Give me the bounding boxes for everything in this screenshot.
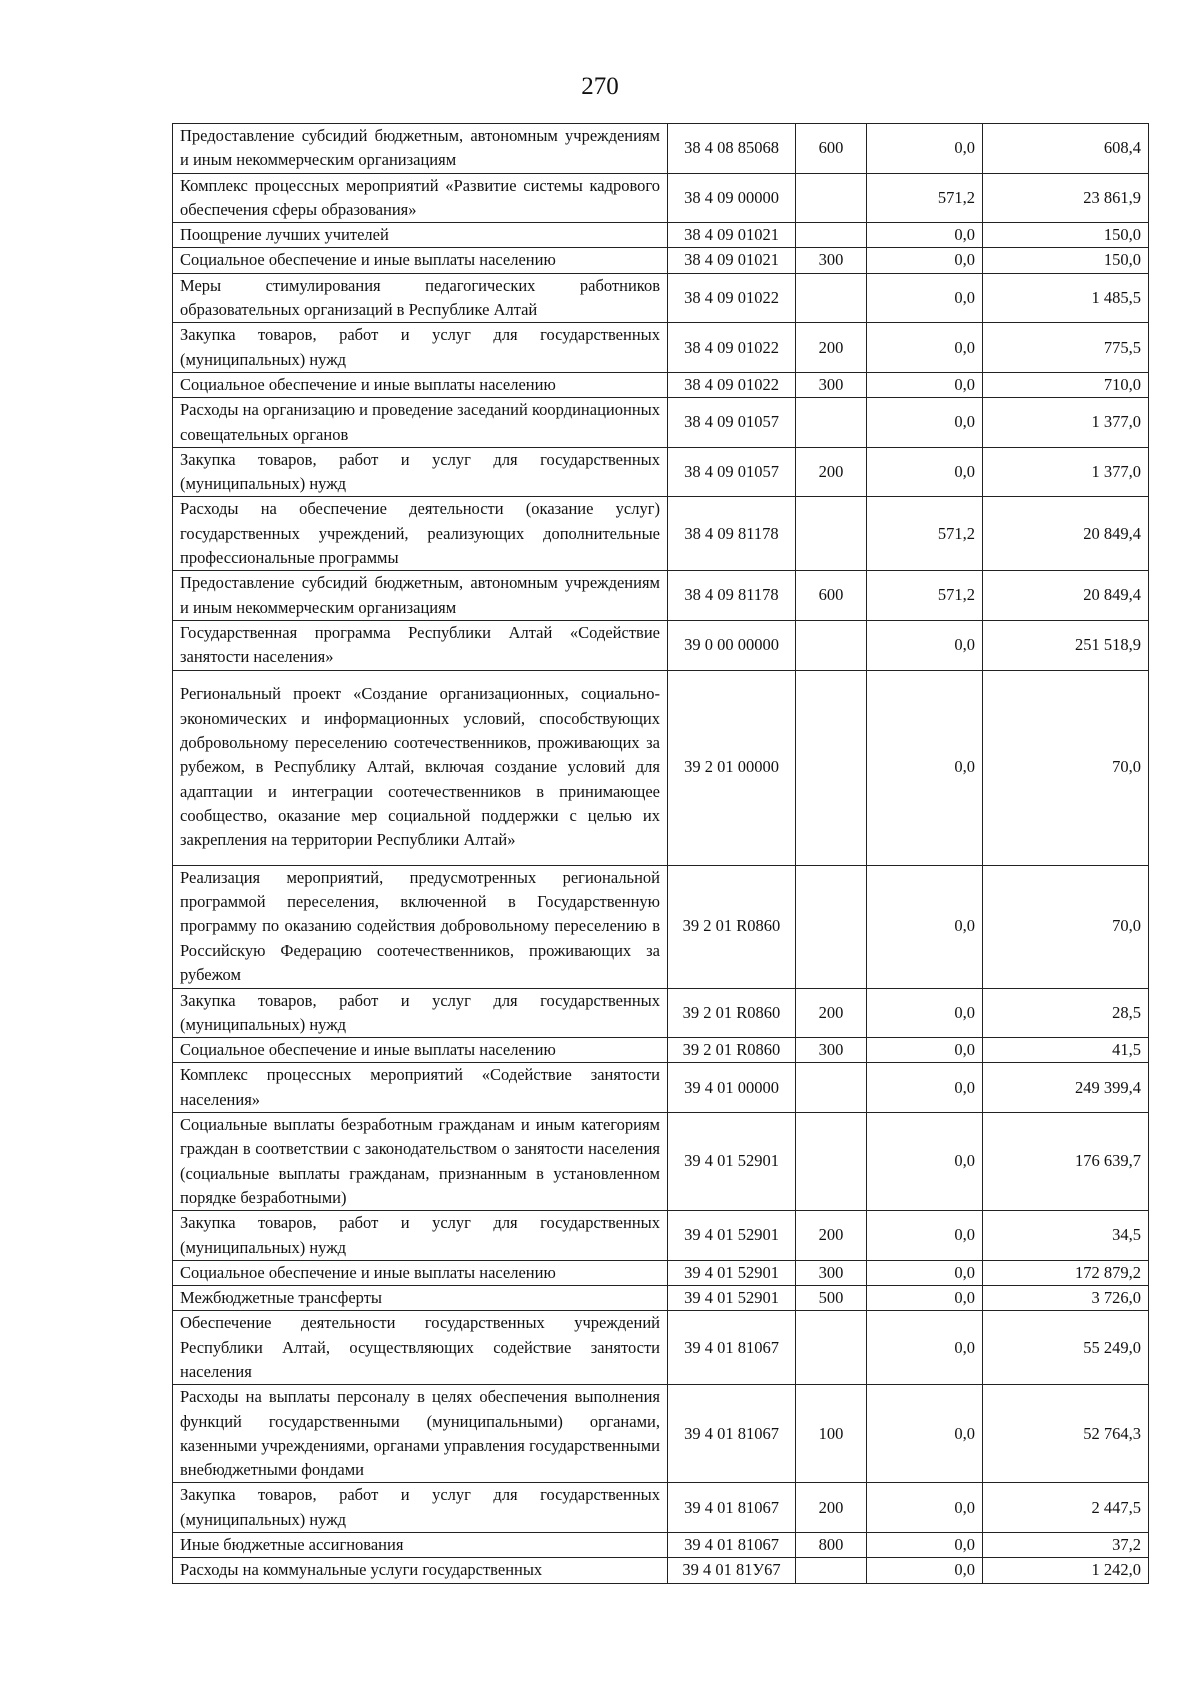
- row-code: 39 4 01 52901: [668, 1113, 796, 1211]
- row-type: 200: [796, 323, 867, 373]
- row-value-1: 0,0: [867, 223, 983, 248]
- table-row: [173, 1385, 1149, 1483]
- table-row: [173, 1063, 1149, 1113]
- row-value-1: 571,2: [867, 571, 983, 621]
- row-type: [796, 1311, 867, 1385]
- row-value-1: 0,0: [867, 1311, 983, 1385]
- row-code: 39 4 01 00000: [668, 1063, 796, 1113]
- row-value-2: 20 849,4: [983, 497, 1149, 571]
- row-code: 39 4 01 52901: [668, 1260, 796, 1285]
- row-name: Обеспечение деятельности государственных учреждений Республики Алтай, осуществляющих содействие занятости населения: [173, 1311, 668, 1385]
- row-value-2: 251 518,9: [983, 620, 1149, 670]
- row-type: 100: [796, 1385, 867, 1483]
- row-value-2: 28,5: [983, 988, 1149, 1038]
- row-code: 38 4 09 81178: [668, 497, 796, 571]
- table-row: [173, 1483, 1149, 1533]
- row-code: 39 2 01 00000: [668, 670, 796, 865]
- row-code: 39 2 01 R0860: [668, 1038, 796, 1063]
- row-value-2: 1 485,5: [983, 273, 1149, 323]
- row-name: Социальное обеспечение и иные выплаты населению: [173, 1038, 668, 1063]
- table-row: [173, 372, 1149, 397]
- row-name: Меры стимулирования педагогических работников образовательных организаций в Республике Алтай: [173, 273, 668, 323]
- row-value-1: 0,0: [867, 1260, 983, 1285]
- table-row: [173, 248, 1149, 273]
- row-code: 39 4 01 52901: [668, 1211, 796, 1261]
- row-type: [796, 223, 867, 248]
- row-name: Расходы на коммунальные услуги государственных: [173, 1558, 668, 1583]
- row-value-2: 1 242,0: [983, 1558, 1149, 1583]
- row-name: Комплекс процессных мероприятий «Содействие занятости населения»: [173, 1063, 668, 1113]
- table-row: [173, 670, 1149, 865]
- table-row: [173, 223, 1149, 248]
- row-code: 39 2 01 R0860: [668, 988, 796, 1038]
- budget-table: [172, 123, 1149, 1584]
- row-type: 300: [796, 1038, 867, 1063]
- row-code: 39 4 01 52901: [668, 1286, 796, 1311]
- row-type: 200: [796, 1483, 867, 1533]
- row-value-1: 0,0: [867, 398, 983, 448]
- row-type: 300: [796, 248, 867, 273]
- row-name: Социальное обеспечение и иные выплаты населению: [173, 248, 668, 273]
- row-name: Закупка товаров, работ и услуг для государственных (муниципальных) нужд: [173, 447, 668, 497]
- table-row: [173, 1558, 1149, 1583]
- row-name: Предоставление субсидий бюджетным, автономным учреждениям и иным некоммерческим организациям: [173, 571, 668, 621]
- row-value-1: 0,0: [867, 447, 983, 497]
- row-value-1: 0,0: [867, 1483, 983, 1533]
- row-name: Реализация мероприятий, предусмотренных региональной программой переселения, включенной в Государственную программу по оказанию содействия добровольному переселению в Российскую Федерацию соотечественников, проживающих за рубежом: [173, 865, 668, 988]
- row-type: [796, 1558, 867, 1583]
- row-name: Социальные выплаты безработным гражданам и иным категориям граждан в соответствии с законодательством о занятости населения (социальные выплаты гражданам, признанным в установленном порядке безработными): [173, 1113, 668, 1211]
- row-value-1: 0,0: [867, 1286, 983, 1311]
- row-type: 300: [796, 1260, 867, 1285]
- table-row: [173, 497, 1149, 571]
- row-type: 800: [796, 1533, 867, 1558]
- row-value-2: 2 447,5: [983, 1483, 1149, 1533]
- row-value-1: 0,0: [867, 1038, 983, 1063]
- row-value-1: 0,0: [867, 670, 983, 865]
- row-type: [796, 398, 867, 448]
- table-row: [173, 865, 1149, 988]
- row-value-1: 0,0: [867, 988, 983, 1038]
- row-value-2: 150,0: [983, 223, 1149, 248]
- row-value-2: 775,5: [983, 323, 1149, 373]
- row-code: 38 4 09 00000: [668, 173, 796, 223]
- row-code: 38 4 09 01057: [668, 447, 796, 497]
- row-name: Социальное обеспечение и иные выплаты населению: [173, 372, 668, 397]
- row-type: [796, 273, 867, 323]
- row-value-2: 52 764,3: [983, 1385, 1149, 1483]
- row-value-1: 0,0: [867, 1211, 983, 1261]
- row-code: 38 4 09 01057: [668, 398, 796, 448]
- row-type: 200: [796, 1211, 867, 1261]
- row-value-2: 23 861,9: [983, 173, 1149, 223]
- row-value-2: 249 399,4: [983, 1063, 1149, 1113]
- row-name: Социальное обеспечение и иные выплаты населению: [173, 1260, 668, 1285]
- table-row: [173, 1211, 1149, 1261]
- budget-table-body: [173, 124, 1149, 1584]
- table-row: [173, 620, 1149, 670]
- row-type: [796, 173, 867, 223]
- row-value-1: 0,0: [867, 372, 983, 397]
- row-value-2: 150,0: [983, 248, 1149, 273]
- row-type: 300: [796, 372, 867, 397]
- row-value-2: 70,0: [983, 670, 1149, 865]
- row-type: 200: [796, 988, 867, 1038]
- row-name: Расходы на организацию и проведение заседаний координационных совещательных органов: [173, 398, 668, 448]
- row-code: 39 4 01 81067: [668, 1533, 796, 1558]
- row-value-2: 172 879,2: [983, 1260, 1149, 1285]
- table-row: [173, 1533, 1149, 1558]
- row-code: 38 4 09 01022: [668, 273, 796, 323]
- row-code: 39 4 01 81067: [668, 1385, 796, 1483]
- table-row: [173, 447, 1149, 497]
- row-code: 39 4 01 81У67: [668, 1558, 796, 1583]
- row-code: 39 0 00 00000: [668, 620, 796, 670]
- row-type: 600: [796, 124, 867, 174]
- row-value-2: 710,0: [983, 372, 1149, 397]
- row-name: Предоставление субсидий бюджетным, автономным учреждениям и иным некоммерческим организациям: [173, 124, 668, 174]
- table-row: [173, 398, 1149, 448]
- row-value-1: 0,0: [867, 1063, 983, 1113]
- table-row: [173, 173, 1149, 223]
- row-name: Закупка товаров, работ и услуг для государственных (муниципальных) нужд: [173, 1483, 668, 1533]
- row-code: 39 4 01 81067: [668, 1483, 796, 1533]
- row-value-2: 176 639,7: [983, 1113, 1149, 1211]
- row-value-1: 0,0: [867, 323, 983, 373]
- row-value-1: 0,0: [867, 865, 983, 988]
- row-value-2: 41,5: [983, 1038, 1149, 1063]
- row-value-2: 34,5: [983, 1211, 1149, 1261]
- row-type: [796, 620, 867, 670]
- row-code: 38 4 09 01021: [668, 223, 796, 248]
- row-value-2: 37,2: [983, 1533, 1149, 1558]
- row-value-2: 55 249,0: [983, 1311, 1149, 1385]
- row-name: Поощрение лучших учителей: [173, 223, 668, 248]
- row-name: Государственная программа Республики Алтай «Содействие занятости населения»: [173, 620, 668, 670]
- table-row: [173, 323, 1149, 373]
- row-value-1: 0,0: [867, 1385, 983, 1483]
- row-type: 600: [796, 571, 867, 621]
- row-type: [796, 1063, 867, 1113]
- row-value-1: 0,0: [867, 124, 983, 174]
- row-type: [796, 670, 867, 865]
- row-code: 39 4 01 81067: [668, 1311, 796, 1385]
- row-code: 38 4 09 01022: [668, 323, 796, 373]
- row-type: [796, 865, 867, 988]
- row-name: Расходы на выплаты персоналу в целях обеспечения выполнения функций государственными (муниципальными) органами, казенными учреждениями, органами управления государственными внебюджетными фондами: [173, 1385, 668, 1483]
- row-code: 38 4 08 85068: [668, 124, 796, 174]
- row-value-2: 608,4: [983, 124, 1149, 174]
- row-value-1: 0,0: [867, 1113, 983, 1211]
- row-code: 38 4 09 81178: [668, 571, 796, 621]
- row-value-1: 0,0: [867, 248, 983, 273]
- table-row: [173, 1038, 1149, 1063]
- row-name: Комплекс процессных мероприятий «Развитие системы кадрового обеспечения сферы образования»: [173, 173, 668, 223]
- row-value-1: 571,2: [867, 173, 983, 223]
- row-value-2: 3 726,0: [983, 1286, 1149, 1311]
- row-value-2: 70,0: [983, 865, 1149, 988]
- row-type: 200: [796, 447, 867, 497]
- page-number: 270: [581, 73, 619, 100]
- row-value-1: 0,0: [867, 1533, 983, 1558]
- table-row: [173, 1113, 1149, 1211]
- table-row: [173, 1311, 1149, 1385]
- row-type: [796, 497, 867, 571]
- row-value-1: 0,0: [867, 620, 983, 670]
- row-name: Региональный проект «Создание организационных, социально-экономических и информационных условий, способствующих добровольному переселению соотечественников, проживающих за рубежом, в Республику Алтай, включая создание условий для адаптации и интеграции соотечественников в принимающее сообщество, оказание мер социальной поддержки с целью их закрепления на территории Республики Алтай»: [173, 670, 668, 865]
- row-name: Закупка товаров, работ и услуг для государственных (муниципальных) нужд: [173, 323, 668, 373]
- row-name: Закупка товаров, работ и услуг для государственных (муниципальных) нужд: [173, 988, 668, 1038]
- row-type: 500: [796, 1286, 867, 1311]
- table-row: [173, 988, 1149, 1038]
- row-value-2: 1 377,0: [983, 447, 1149, 497]
- row-name: Закупка товаров, работ и услуг для государственных (муниципальных) нужд: [173, 1211, 668, 1261]
- table-row: [173, 1260, 1149, 1285]
- table-row: [173, 571, 1149, 621]
- row-name: Расходы на обеспечение деятельности (оказание услуг) государственных учреждений, реализующих дополнительные профессиональные программы: [173, 497, 668, 571]
- table-row: [173, 124, 1149, 174]
- row-value-2: 1 377,0: [983, 398, 1149, 448]
- row-name: Межбюджетные трансферты: [173, 1286, 668, 1311]
- table-row: [173, 1286, 1149, 1311]
- row-type: [796, 1113, 867, 1211]
- row-value-1: 0,0: [867, 273, 983, 323]
- row-value-2: 20 849,4: [983, 571, 1149, 621]
- row-value-1: 571,2: [867, 497, 983, 571]
- table-row: [173, 273, 1149, 323]
- row-code: 38 4 09 01022: [668, 372, 796, 397]
- row-name: Иные бюджетные ассигнования: [173, 1533, 668, 1558]
- row-value-1: 0,0: [867, 1558, 983, 1583]
- row-code: 39 2 01 R0860: [668, 865, 796, 988]
- row-code: 38 4 09 01021: [668, 248, 796, 273]
